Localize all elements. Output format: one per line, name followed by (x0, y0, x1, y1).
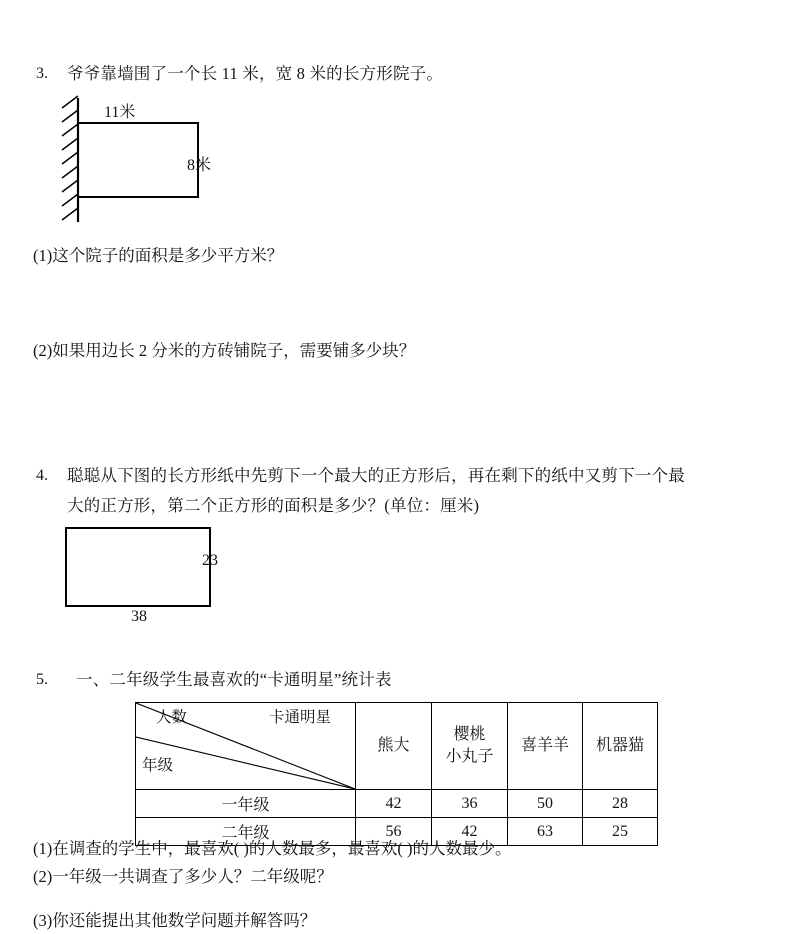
problem-3-text: 爷爷靠墙围了一个长 11 米，宽 8 米的长方形院子。 (67, 64, 444, 83)
cell-grade1-col3: 50 (508, 790, 583, 818)
cell-grade2-col4: 25 (583, 818, 658, 846)
cell-grade1-col1: 42 (356, 790, 432, 818)
row-label-grade-2: 二年级 (136, 818, 356, 846)
column-header-2-line-1: 樱桃 (453, 726, 486, 743)
problem-3-width-label: 8米 (187, 157, 212, 174)
column-header-4 (583, 703, 658, 790)
column-header-3 (508, 703, 583, 790)
problem-3-number: 3. (36, 65, 48, 82)
problem-4-text-line-1: 聪聪从下图的长方形纸中先剪下一个最大的正方形后，再在剩下的纸中又剪下一个最 (67, 466, 685, 485)
cell-grade2-col2: 42 (432, 818, 508, 846)
cell-grade1-col2: 36 (432, 790, 508, 818)
problem-4-height-label: 23 (202, 552, 218, 569)
cartoon-star-statistics-table (135, 702, 658, 846)
problem-5-number: 5. (36, 671, 48, 688)
problem-3-sub-1: (1)这个院子的面积是多少平方米？ (33, 246, 284, 265)
corner-label-grade: 年级 (142, 757, 174, 774)
problem-3-length-label: 11米 (104, 104, 136, 121)
problem-5-sub-3: (3)你还能提出其他数学问题并解答吗？ (33, 911, 317, 930)
cell-grade2-col1: 56 (356, 818, 432, 846)
cell-grade1-col4: 28 (583, 790, 658, 818)
column-header-2-line-2: 小丸子 (445, 748, 494, 765)
column-header-2 (432, 703, 508, 790)
column-header-4-line-1: 机器猫 (595, 737, 644, 754)
problem-4-width-label: 38 (131, 608, 147, 625)
corner-label-cartoon-star: 卡通明星 (268, 709, 331, 726)
column-header-3-line-1: 喜羊羊 (520, 737, 569, 754)
problem-5-title: 一、二年级学生最喜欢的“卡通明星”统计表 (76, 670, 392, 689)
table-header-row (136, 703, 658, 790)
problem-5-sub-1: (1)在调查的学生中，最喜欢( )的人数最多，最喜欢( )的人数最少。 (33, 839, 512, 858)
problem-4-text-line-2: 大的正方形，第二个正方形的面积是多少？(单位：厘米) (67, 496, 480, 515)
table-corner-header (136, 703, 356, 790)
cell-grade2-col3: 63 (508, 818, 583, 846)
table-row (136, 790, 658, 818)
problem-5-sub-2: (2)一年级一共调查了多少人？二年级呢？ (33, 867, 333, 886)
row-label-grade-1: 一年级 (136, 790, 356, 818)
column-header-1-line-1: 熊大 (377, 737, 410, 754)
problem-4-number: 4. (36, 467, 48, 484)
column-header-1 (356, 703, 432, 790)
corner-label-count: 人数 (156, 709, 188, 726)
problem-3-sub-2: (2)如果用边长 2 分米的方砖铺院子，需要铺多少块？ (33, 341, 416, 360)
